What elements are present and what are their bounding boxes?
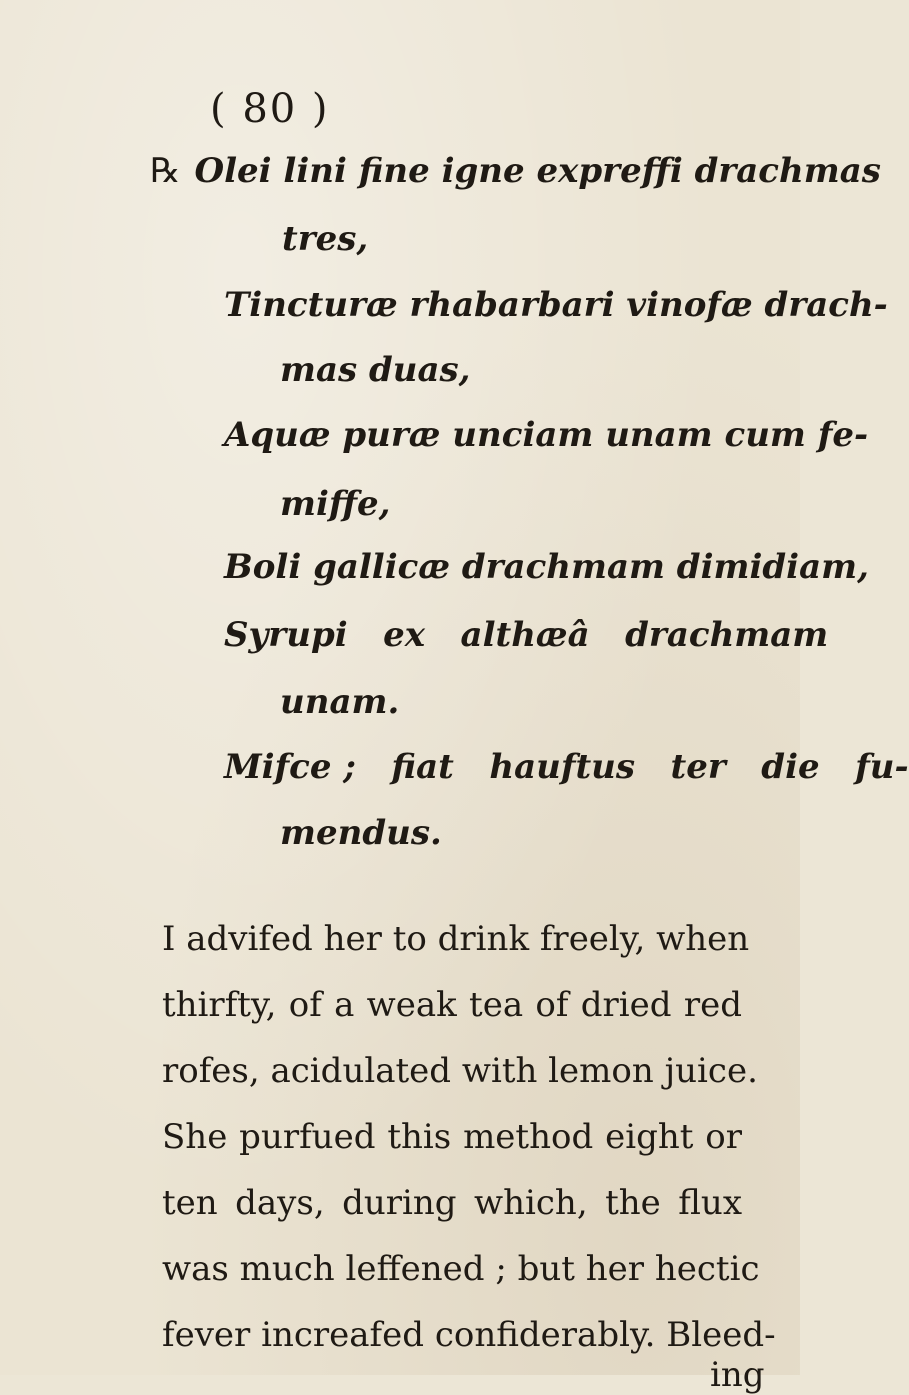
catchword: ing (710, 1355, 765, 1395)
prose-line: ten days, during which, the flux (162, 1183, 742, 1223)
recipe-line (150, 151, 881, 191)
recipe-line: unam. (280, 682, 400, 722)
recipe-line: miffe, (280, 484, 391, 524)
recipe-line: Aquæ puræ unciam unam cum fe- (224, 415, 869, 455)
recipe-line: Tincturæ rhabarbari vinofæ drach- (224, 285, 888, 325)
recipe-line: Syrupi ex althæâ drachmam (224, 615, 829, 655)
recipe-line: Boli gallicæ drachmam dimidiam, (224, 547, 869, 587)
recipe-text: Olei lini fine igne expreffi drachmas (194, 151, 881, 191)
recipe-line: tres, (282, 219, 369, 259)
prose-line: thirfty, of a weak tea of dried red (162, 985, 742, 1025)
prose-line: rofes, acidulated with lemon juice. (162, 1051, 758, 1091)
prose-line: was much leffened ; but her hectic (162, 1249, 760, 1289)
recipe-line: mendus. (280, 813, 442, 853)
prose-line: fever increafed confiderably. Bleed- (162, 1315, 776, 1355)
prose-line: I advifed her to drink freely, when (162, 919, 750, 959)
recipe-line: mas duas, (280, 350, 471, 390)
recipe-line: Mifce ; fiat hauftus ter die fu- (224, 747, 909, 787)
page-number: ( 80 ) (210, 86, 330, 132)
prescription-symbol-icon: ℞ (150, 151, 181, 191)
prose-line: She purfued this method eight or (162, 1117, 742, 1157)
